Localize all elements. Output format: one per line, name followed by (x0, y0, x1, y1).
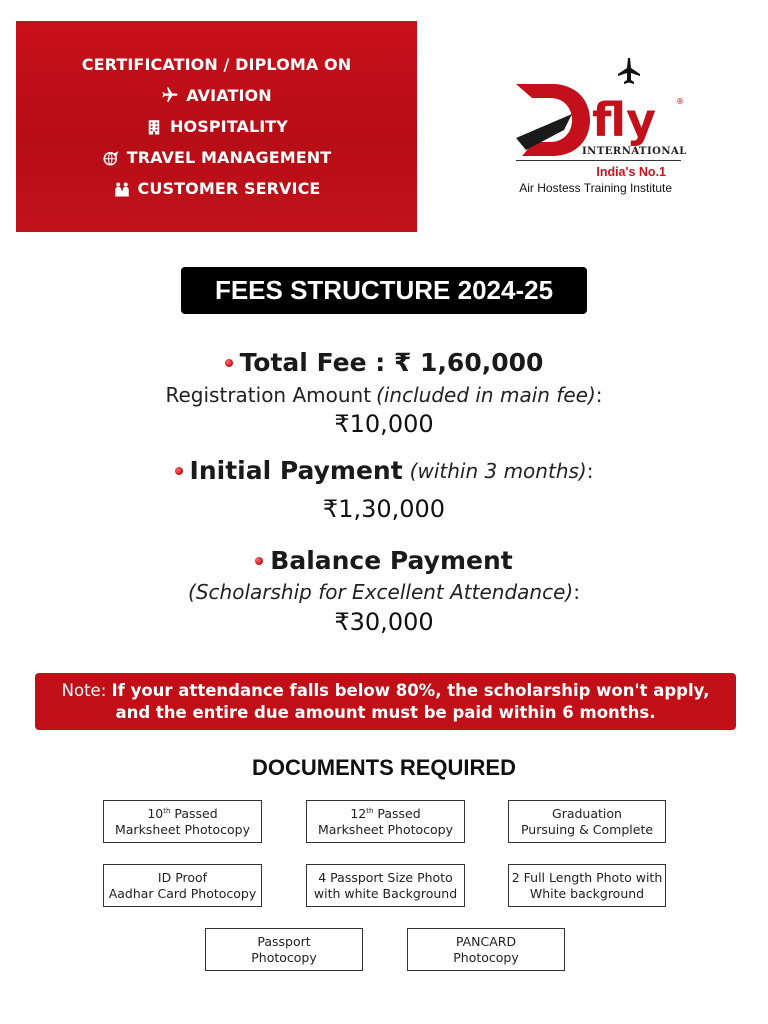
note-line-1 (62, 680, 710, 701)
banner-item-aviation (161, 86, 271, 105)
doc-line-2: Photocopy (251, 949, 317, 965)
doc-full-length-photo (508, 864, 666, 907)
banner-title: CERTIFICATION / DIPLOMA ON (81, 54, 352, 74)
registration-colon: : (595, 383, 603, 407)
banner-item-label: TRAVEL MANAGEMENT (126, 148, 332, 168)
doc-line-1: PANCARD (455, 933, 517, 949)
logo-international: INTERNATIONAL (582, 146, 687, 157)
doc-superscript: th (163, 806, 171, 815)
initial-payment-note: (within 3 months) (409, 459, 587, 483)
balance-note-row (0, 580, 768, 604)
dfly-logo (512, 54, 690, 199)
doc-id-proof (103, 864, 262, 907)
doc-passport-size-photo (306, 864, 465, 907)
logo-fly-text: fly (592, 93, 657, 147)
documents-heading: DOCUMENTS REQUIRED (251, 755, 516, 780)
doc-line-2: Aadhar Card Photocopy (108, 885, 257, 901)
balance-payment-colon: : (573, 580, 580, 604)
registration-row (0, 383, 768, 407)
total-fee: Total Fee : ₹ 1,60,000 (239, 348, 544, 377)
banner-item-label: CUSTOMER SERVICE (137, 179, 321, 199)
doc-line-2: White background (529, 885, 645, 901)
doc-10th-marksheet (103, 800, 262, 843)
note-prefix: Note: (61, 681, 107, 701)
doc-text: Passed (170, 805, 218, 821)
doc-number: 10 (147, 805, 164, 821)
people-icon (113, 180, 131, 198)
note-text-1: If your attendance falls below 80%, the scholarship won't apply, (111, 681, 710, 701)
fees-structure-heading: FEES STRUCTURE 2024-25 (181, 267, 587, 314)
total-fee-row (0, 348, 768, 378)
doc-line-1: ID Proof (157, 869, 208, 885)
bullet-icon (255, 557, 263, 565)
note-line-2 (115, 702, 655, 723)
initial-payment-row (0, 456, 768, 486)
banner-item-hospitality (145, 117, 288, 136)
banner-item-customer-service (113, 179, 321, 198)
doc-pancard (407, 928, 565, 971)
doc-line-1 (350, 806, 420, 822)
doc-line-2: Photocopy (453, 949, 519, 965)
doc-line-1: Passport (257, 933, 311, 949)
doc-line-2: Marksheet Photocopy (317, 821, 454, 837)
doc-superscript: th (366, 806, 374, 815)
registration-amount-row (0, 410, 768, 439)
doc-number: 12 (350, 805, 367, 821)
balance-payment-label: Balance Payment (270, 546, 513, 575)
registration-label: Registration Amount (165, 383, 372, 407)
initial-amount-row (0, 495, 768, 524)
doc-line-1 (147, 806, 217, 822)
doc-line-1: 2 Full Length Photo with (511, 869, 663, 885)
registered-mark: ® (676, 97, 684, 106)
doc-12th-marksheet (306, 800, 465, 843)
doc-graduation (508, 800, 666, 843)
doc-line-2: Pursuing & Complete (520, 821, 654, 837)
registration-amount: ₹10,000 (334, 410, 434, 438)
registration-note: (included in main fee) (376, 383, 596, 407)
initial-payment-colon: : (586, 459, 594, 483)
banner-item-label: AVIATION (186, 85, 272, 105)
bullet-icon (175, 467, 183, 475)
doc-line-2: Marksheet Photocopy (114, 821, 251, 837)
attendance-note (35, 673, 736, 730)
balance-payment-note: (Scholarship for Excellent Attendance) (188, 580, 574, 604)
doc-line-1: Graduation (552, 805, 622, 821)
logo-tagline-rank: India's No.1 (596, 165, 666, 179)
banner-item-label: HOSPITALITY (170, 116, 288, 136)
course-banner (16, 21, 417, 232)
doc-line-1: 4 Passport Size Photo (318, 869, 453, 885)
balance-amount-row (0, 608, 768, 637)
dfly-logo-mark (512, 54, 690, 160)
doc-line-2: with white Background (313, 885, 458, 901)
note-text-2: and the entire due amount must be paid within 6 months. (115, 702, 656, 722)
balance-payment-amount: ₹30,000 (334, 608, 434, 636)
globe-plane-icon (102, 149, 120, 167)
logo-divider (516, 160, 681, 161)
plane-icon (161, 86, 179, 104)
banner-item-travel (102, 148, 332, 167)
logo-tagline-institute: Air Hostess Training Institute (519, 181, 672, 195)
initial-payment-label: Initial Payment (189, 456, 403, 485)
doc-text: Passed (373, 805, 421, 821)
initial-payment-amount: ₹1,30,000 (322, 495, 446, 523)
bullet-icon (225, 359, 233, 367)
building-icon (145, 118, 163, 136)
doc-passport (205, 928, 363, 971)
balance-payment-row (0, 546, 768, 576)
